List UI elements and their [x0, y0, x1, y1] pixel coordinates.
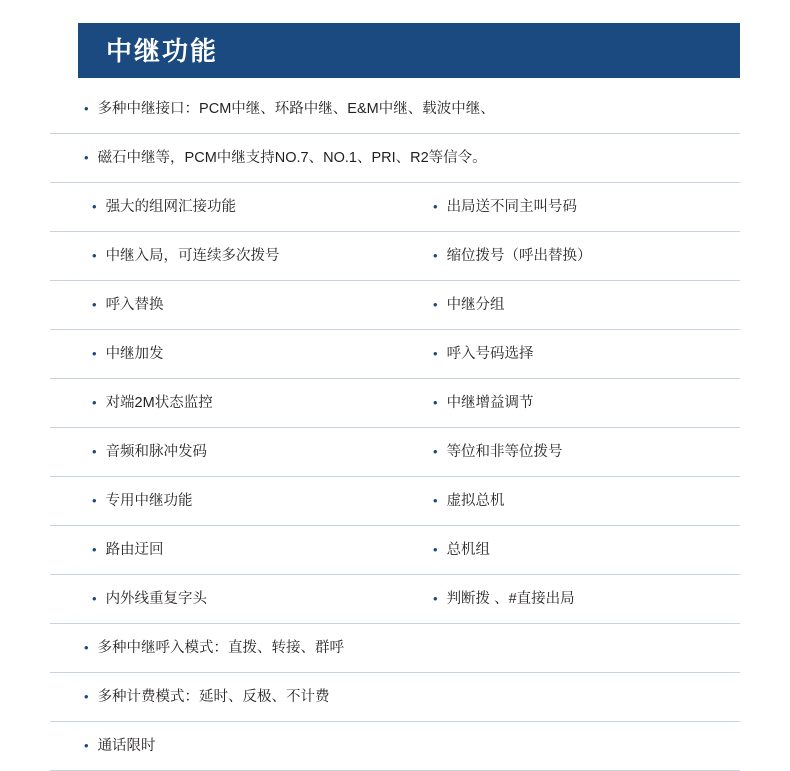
list-row: [50, 673, 740, 722]
bullet-icon: •: [92, 345, 97, 361]
page-title: 中继功能: [106, 35, 219, 66]
bullet-icon: •: [92, 198, 97, 214]
list-row: [50, 281, 740, 330]
list-item-label: 专用中继功能: [105, 492, 193, 509]
list-item-label: 中继加发: [105, 345, 164, 362]
list-row: [50, 330, 740, 379]
bullet-icon: •: [92, 394, 97, 410]
list-item: [395, 443, 740, 462]
list-item-label: 中继增益调节: [446, 394, 534, 411]
list-item-label: 路由迂回: [105, 541, 164, 558]
list-item: [395, 492, 740, 511]
list-item: [395, 541, 740, 560]
bullet-icon: •: [433, 345, 438, 361]
bullet-icon: •: [433, 247, 438, 263]
bullet-icon: •: [433, 541, 438, 557]
list-item-label: 对端2M状态监控: [105, 394, 213, 411]
list-item: [395, 590, 740, 609]
list-item-label: 判断拨 、#直接出局: [446, 590, 575, 607]
list-row: [50, 722, 740, 771]
list-item: [395, 394, 740, 413]
list-item: [50, 443, 395, 462]
list-item-label: 强大的组网汇接功能: [105, 198, 237, 215]
list-item: [50, 737, 740, 756]
list-item: [50, 345, 395, 364]
list-row: [50, 232, 740, 281]
bullet-icon: •: [84, 639, 89, 655]
list-item-label: 内外线重复字头: [105, 590, 208, 607]
list-item-label: 中继分组: [446, 296, 505, 313]
bullet-icon: •: [433, 394, 438, 410]
bullet-icon: •: [92, 443, 97, 459]
bullet-icon: •: [433, 443, 438, 459]
list-item: [50, 688, 740, 707]
list-item: [395, 296, 740, 315]
list-item-label: 磁石中继等，PCM中继支持NO.7、NO.1、PRI、R2等信令。: [97, 149, 487, 166]
list-item: [395, 345, 740, 364]
list-item-label: 呼入替换: [105, 296, 164, 313]
list-row: [50, 428, 740, 477]
list-item-label: 通话限时: [97, 737, 156, 754]
bullet-icon: •: [92, 492, 97, 508]
bullet-icon: •: [92, 590, 97, 606]
list-item: [50, 492, 395, 511]
bullet-icon: •: [433, 590, 438, 606]
bullet-icon: •: [92, 247, 97, 263]
list-item-label: 出局送不同主叫号码: [446, 198, 578, 215]
bullet-icon: •: [92, 296, 97, 312]
list-item: [50, 149, 740, 168]
list-item-label: 音频和脉冲发码: [105, 443, 208, 460]
bullet-icon: •: [433, 198, 438, 214]
bullet-icon: •: [84, 737, 89, 753]
list-row: [50, 134, 740, 183]
list-item-label: 缩位拨号（呼出替换）: [446, 247, 592, 264]
list-item: [395, 247, 740, 266]
list-item: [395, 198, 740, 217]
list-row: [50, 624, 740, 673]
list-row: [50, 183, 740, 232]
section-header-band: [78, 23, 740, 78]
list-item-label: 等位和非等位拨号: [446, 443, 563, 460]
list-item: [50, 590, 395, 609]
list-item-label: 中继入局，可连续多次拨号: [105, 247, 280, 264]
list-item: [50, 100, 740, 119]
list-item-label: 虚拟总机: [446, 492, 505, 509]
bullet-icon: •: [84, 149, 89, 165]
list-item-label: 多种中继接口：PCM中继、环路中继、E&M中继、载波中继、: [97, 100, 495, 117]
list-row: [50, 575, 740, 624]
bullet-icon: •: [433, 296, 438, 312]
bullet-icon: •: [92, 541, 97, 557]
list-item: [50, 247, 395, 266]
list-item: [50, 296, 395, 315]
list-item-label: 多种计费模式：延时、反极、不计费: [97, 688, 330, 705]
list-row: [50, 379, 740, 428]
feature-list: [50, 85, 740, 771]
bullet-icon: •: [84, 688, 89, 704]
bullet-icon: •: [433, 492, 438, 508]
list-item: [50, 198, 395, 217]
list-item: [50, 639, 740, 658]
list-row: [50, 85, 740, 134]
list-item-label: 呼入号码选择: [446, 345, 534, 362]
list-row: [50, 526, 740, 575]
list-row: [50, 477, 740, 526]
list-item: [50, 541, 395, 560]
list-item-label: 总机组: [446, 541, 491, 558]
list-item-label: 多种中继呼入模式：直拨、转接、群呼: [97, 639, 345, 656]
list-item: [50, 394, 395, 413]
bullet-icon: •: [84, 100, 89, 116]
